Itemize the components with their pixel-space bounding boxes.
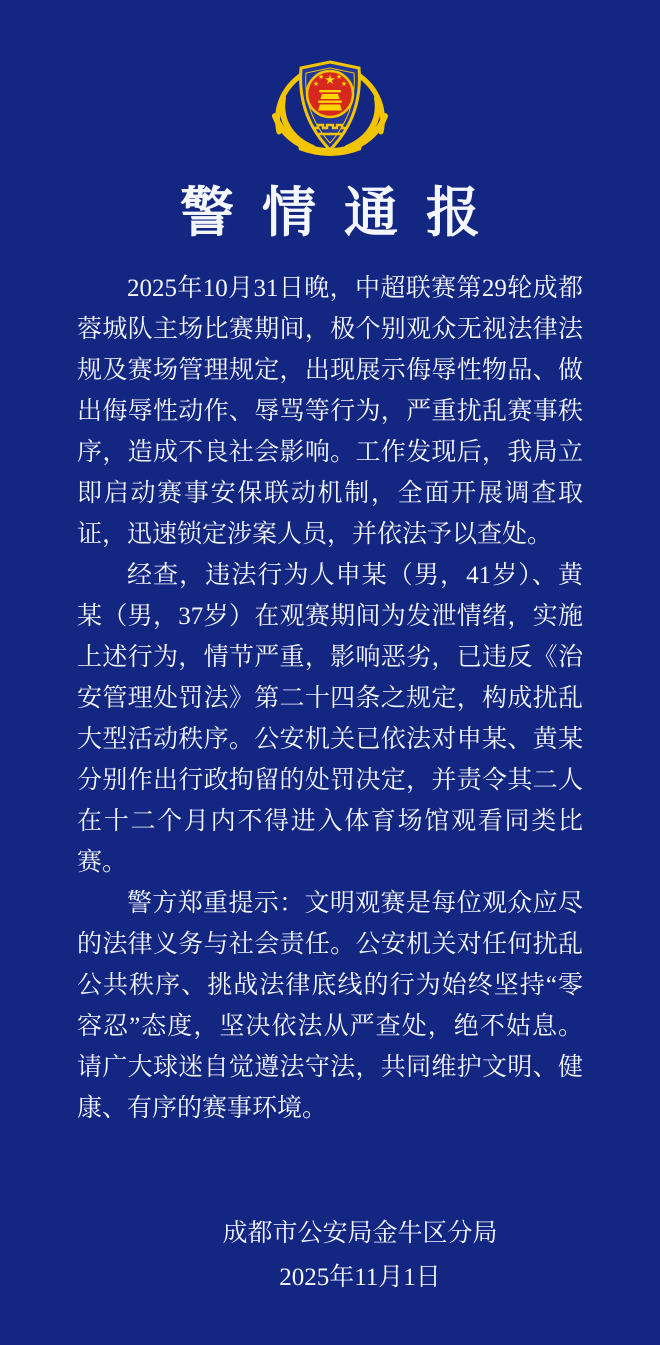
police-badge-icon bbox=[268, 60, 392, 160]
issuing-authority: 成都市公安局金牛区分局 bbox=[222, 1220, 498, 1247]
notice-paragraph-2: 经查，违法行为人申某（男，41岁）、黄某（男，37岁）在观赛期间为发泄情绪，实施上述行为，情节严重，影响恶劣，已违反《治安管理处罚法》第二十四条之规定，构成扰乱大型活动秩序。公安机关已依法对申某、黄某分别作出行政拘留的处罚决定，并责令其二人在十二个月内不得进入体育场馆观看同类比赛。 bbox=[77, 562, 583, 876]
svg-text:★: ★ bbox=[335, 73, 343, 81]
svg-text:★: ★ bbox=[317, 73, 325, 81]
notice-title: 警情通报 bbox=[180, 183, 508, 243]
emblem-container bbox=[0, 0, 660, 160]
notice-body bbox=[77, 268, 583, 1129]
svg-text:★: ★ bbox=[340, 80, 348, 88]
notice-paragraph-1: 2025年10月31日晚，中超联赛第29轮成都蓉城队主场比赛期间，极个别观众无视法律法规及赛场管理规定，出现展示侮辱性物品、做出侮辱性动作、辱骂等行为，严重扰乱赛事秩序，造成不良社会影响。工作发现后，我局立即启动赛事安保联动机制，全面开展调查取证，迅速锁定涉案人员，并依法予以查处。 bbox=[77, 275, 583, 548]
notice-footer bbox=[30, 1213, 660, 1299]
notice-paragraph-3: 警方郑重提示：文明观赛是每位观众应尽的法律义务与社会责任。公安机关对任何扰乱公共秩序、挑战法律底线的行为始终坚持“零容忍”态度，坚决依法从严查处，绝不姑息。请广大球迷自觉遵法守法，共同维护文明、健康、有序的赛事环境。 bbox=[77, 890, 583, 1122]
svg-text:★: ★ bbox=[312, 80, 320, 88]
svg-text:★: ★ bbox=[324, 73, 336, 88]
notice-date: 2025年11月1日 bbox=[279, 1264, 441, 1291]
